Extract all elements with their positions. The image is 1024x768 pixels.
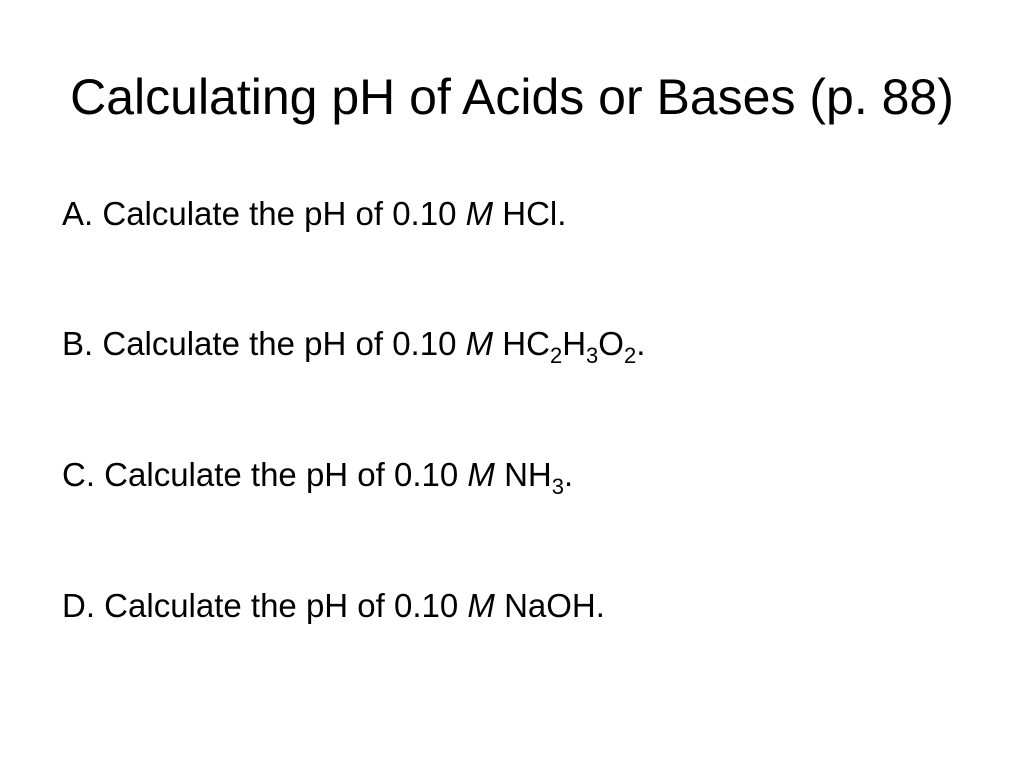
formula-part: NH bbox=[504, 456, 552, 493]
chemical-formula bbox=[504, 456, 564, 499]
question-letter: D. bbox=[62, 587, 95, 624]
formula-part: H bbox=[562, 325, 587, 362]
molarity-unit: M bbox=[465, 325, 494, 362]
formula-subscript: 3 bbox=[551, 474, 564, 499]
formula-part: O bbox=[598, 325, 624, 362]
question-letter: C. bbox=[62, 456, 95, 493]
sentence-end: . bbox=[636, 325, 646, 362]
question-c bbox=[62, 453, 573, 497]
formula-subscript: 2 bbox=[549, 343, 563, 368]
molarity-unit: M bbox=[467, 587, 495, 624]
sentence-end: . bbox=[557, 195, 567, 232]
molarity-unit: M bbox=[467, 456, 495, 493]
chemical-formula bbox=[502, 325, 637, 368]
formula-part: HC bbox=[502, 325, 550, 362]
question-d bbox=[62, 584, 605, 628]
sentence-end: . bbox=[564, 456, 574, 493]
question-prompt: Calculate the pH of 0.10 bbox=[104, 456, 459, 493]
formula-part: NaOH bbox=[504, 587, 596, 624]
question-letter: B. bbox=[62, 325, 94, 362]
question-a bbox=[62, 192, 566, 236]
question-b bbox=[62, 322, 645, 366]
molarity-unit: M bbox=[465, 195, 494, 232]
formula-subscript: 3 bbox=[586, 343, 599, 368]
question-prompt: Calculate the pH of 0.10 bbox=[104, 587, 459, 624]
sentence-end: . bbox=[595, 587, 605, 624]
question-letter: A. bbox=[62, 195, 94, 232]
formula-subscript: 2 bbox=[623, 343, 637, 368]
chemical-formula bbox=[502, 195, 557, 232]
formula-part: HCl bbox=[502, 195, 558, 232]
question-prompt: Calculate the pH of 0.10 bbox=[102, 195, 457, 232]
question-prompt: Calculate the pH of 0.10 bbox=[102, 325, 457, 362]
slide-title: Calculating pH of Acids or Bases (p. 88) bbox=[70, 69, 954, 125]
chemical-formula bbox=[504, 587, 596, 624]
